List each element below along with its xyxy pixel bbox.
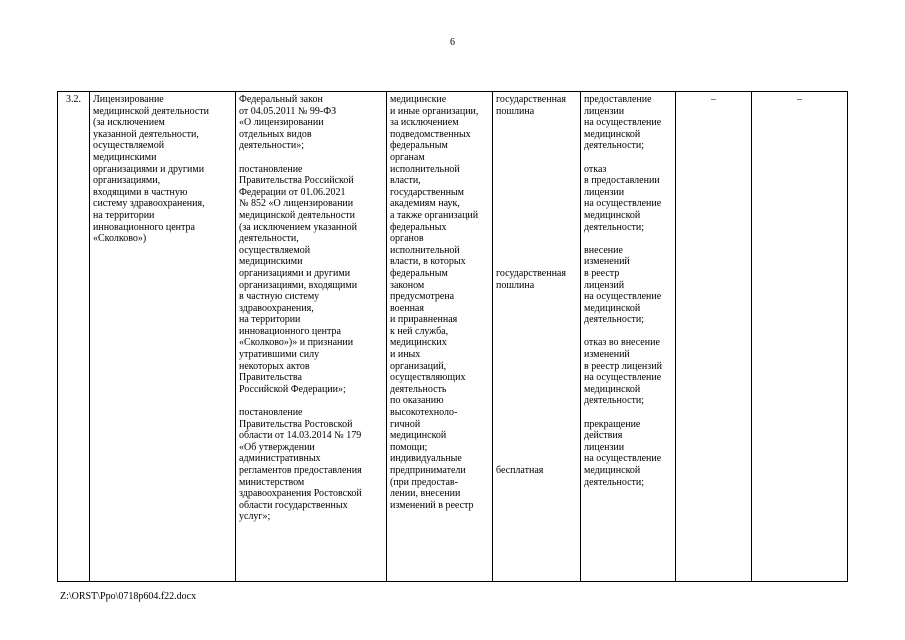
text-line: отдельных видов [239, 128, 312, 140]
text-line: организациями и другими [239, 267, 351, 279]
text-line: государственным [390, 186, 464, 198]
text-line: деятельности; [584, 314, 645, 326]
text-line: предусмотрена [390, 291, 455, 303]
text-line: области от 14.03.2014 № 179 [239, 430, 362, 442]
text-line: осуществляющих [390, 372, 466, 384]
service-name [93, 94, 232, 245]
paragraph-gap [496, 384, 577, 396]
text-line: утратившими силу [239, 349, 320, 361]
text-line: и иных [390, 349, 421, 361]
text-line: организациями и другими [93, 163, 205, 175]
text-line: органов [390, 233, 424, 245]
text-line: изменений [584, 349, 630, 361]
text-line: академиям наук, [390, 198, 460, 210]
text-line: внесение [584, 244, 623, 256]
paragraph-gap [496, 430, 577, 442]
text-line: входящими в частную [93, 186, 188, 198]
text-line: пошлина [496, 105, 535, 117]
text-line: действия [584, 430, 623, 442]
text-line: министерством [239, 476, 305, 488]
paragraph-gap [239, 395, 383, 407]
text-line: отказ во внесение [584, 337, 660, 349]
text-line: в реестр [584, 267, 620, 279]
paragraph-gap [496, 419, 577, 431]
text-line: «Об утверждении [239, 441, 315, 453]
page-number: 6 [450, 37, 455, 48]
table-row [58, 92, 848, 582]
paragraph-gap [496, 140, 577, 152]
legal-basis-cell [236, 92, 387, 582]
text-line: осуществляемой [239, 244, 311, 256]
col-9-value: – [797, 94, 802, 105]
text-line: области государственных [239, 499, 348, 511]
text-line: медицинской деятельности [93, 105, 210, 117]
text-line: медицинских [390, 337, 447, 349]
paragraph-gap [496, 245, 577, 257]
paragraph-gap [496, 256, 577, 268]
text-line: здравоохранения Ростовской [239, 488, 362, 500]
text-line: к ней служба, [390, 325, 449, 337]
paragraph-gap [496, 198, 577, 210]
text-line: лицензии [584, 186, 625, 198]
text-line: медицинской деятельности [239, 209, 356, 221]
row-number-cell [58, 92, 90, 582]
col-8-value: – [711, 94, 716, 105]
text-line: в реестр лицензий [584, 360, 662, 372]
text-line: «Сколково»)» и признании [239, 337, 354, 349]
text-line: Федеральный закон [239, 94, 323, 105]
text-line: организаций, [390, 360, 447, 372]
legal-basis [239, 94, 383, 523]
paragraph-gap [584, 233, 672, 245]
text-line: (за исключением [93, 117, 165, 129]
text-line: медицинской [584, 383, 641, 395]
text-line: Российской Федерации»; [239, 383, 346, 395]
col-8-cell [676, 92, 752, 582]
text-line: федеральным [390, 140, 448, 152]
text-line: бесплатная [496, 465, 544, 476]
payment-cell [493, 92, 581, 582]
text-line: медицинской [584, 465, 641, 476]
text-line: гичной [390, 418, 421, 430]
text-line: инновационного центра [239, 325, 341, 337]
paragraph-gap [496, 361, 577, 373]
text-line: на осуществление [584, 291, 662, 303]
text-line: и приравненная [390, 314, 458, 326]
text-line: пошлина [496, 279, 535, 291]
text-line: «О лицензировании [239, 117, 324, 129]
text-line: лицензии [584, 105, 625, 117]
text-line: медицинской [390, 430, 447, 442]
text-line: медицинской [584, 128, 641, 140]
text-line: медицинской [584, 302, 641, 314]
payment [496, 94, 577, 477]
text-line: в предоставлении [584, 175, 660, 187]
text-line: на осуществление [584, 453, 662, 465]
text-line: прекращение [584, 418, 641, 430]
text-line: (за исключением указанной [239, 221, 357, 233]
paragraph-gap [496, 407, 577, 419]
text-line: изменений [584, 256, 630, 268]
text-line: медицинскими [93, 151, 157, 163]
paragraph-gap [496, 453, 577, 465]
paragraph-gap [496, 152, 577, 164]
paragraph-gap [239, 152, 383, 164]
paragraph-gap [496, 291, 577, 303]
text-line: исполнительной [390, 163, 460, 175]
results [584, 94, 672, 488]
text-line: государственная [496, 94, 566, 105]
text-line: деятельность [390, 383, 447, 395]
text-line: постановление [239, 163, 303, 175]
text-line: власти, [390, 175, 421, 187]
text-line: административных [239, 453, 321, 465]
text-line: военная [390, 302, 424, 314]
paragraph-gap [584, 152, 672, 164]
service-name-cell [90, 92, 236, 582]
text-line: медицинские [390, 94, 447, 105]
row-number: 3.2. [66, 94, 81, 105]
text-line: на осуществление [584, 198, 662, 210]
text-line: и иные организации, [390, 105, 479, 117]
text-line: Лицензирование [93, 94, 164, 105]
text-line: государственная [496, 267, 566, 279]
text-line: власти, в которых [390, 256, 466, 268]
text-line: высокотехноло- [390, 407, 458, 419]
paragraph-gap [496, 233, 577, 245]
paragraph-gap [496, 187, 577, 199]
paragraph-gap [496, 372, 577, 384]
text-line: по оказанию [390, 395, 444, 407]
text-line: № 852 «О лицензировании [239, 198, 354, 210]
text-line: деятельности»; [239, 140, 305, 152]
text-line: некоторых актов [239, 360, 310, 372]
paragraph-gap [496, 117, 577, 129]
text-line: лицензий [584, 279, 625, 291]
services-table [57, 91, 848, 582]
text-line: деятельности; [584, 140, 645, 152]
text-line: медицинскими [239, 256, 303, 268]
paragraph-gap [584, 326, 672, 338]
text-line: регламентов предоставления [239, 465, 362, 476]
paragraph-gap [496, 349, 577, 361]
text-line: Правительства [239, 372, 302, 384]
text-line: на осуществление [584, 372, 662, 384]
paragraph-gap [496, 164, 577, 176]
text-line: изменений в реестр [390, 499, 474, 511]
text-line: федеральных [390, 221, 447, 233]
paragraph-gap [496, 442, 577, 454]
text-line: индивидуальные [390, 453, 462, 465]
applicants [390, 94, 489, 511]
text-line: деятельности; [584, 395, 645, 407]
text-line: деятельности; [584, 476, 645, 488]
applicants-cell [387, 92, 493, 582]
text-line: лении, внесении [390, 488, 461, 500]
results-cell [581, 92, 676, 582]
text-line: указанной деятельности, [93, 128, 199, 140]
text-line: отказ [584, 163, 607, 175]
text-line: Федерации от 01.06.2021 [239, 186, 346, 198]
paragraph-gap [496, 222, 577, 234]
paragraph-gap [496, 303, 577, 315]
paragraph-gap [584, 407, 672, 419]
paragraph-gap [496, 210, 577, 222]
paragraph-gap [496, 337, 577, 349]
text-line: подведомственных [390, 128, 471, 140]
text-line: деятельности; [584, 221, 645, 233]
col-9-cell [752, 92, 848, 582]
text-line: а также организаций [390, 209, 479, 221]
text-line: медицинской [584, 209, 641, 221]
text-line: за исключением [390, 117, 459, 129]
text-line: законом [390, 279, 425, 291]
text-line: «Сколково») [93, 233, 147, 245]
text-line: исполнительной [390, 244, 460, 256]
text-line: в частную систему [239, 291, 320, 303]
text-line: федеральным [390, 267, 448, 279]
text-line: помощи; [390, 441, 428, 453]
paragraph-gap [496, 395, 577, 407]
text-line: Правительства Российской [239, 175, 354, 187]
text-line: предприниматели [390, 465, 466, 476]
text-line: постановление [239, 407, 303, 419]
text-line: организациями, [93, 175, 161, 187]
text-line: Правительства Ростовской [239, 418, 353, 430]
footer-file-path: Z:\ORST\Ppo\0718p604.f22.docx [60, 591, 197, 602]
paragraph-gap [496, 129, 577, 141]
text-line: организациями, входящими [239, 279, 358, 291]
text-line: органам [390, 151, 425, 163]
text-line: осуществляемой [93, 140, 165, 152]
text-line: на территории [239, 314, 301, 326]
text-line: предоставление [584, 94, 652, 105]
paragraph-gap [496, 326, 577, 338]
text-line: здравоохранения, [239, 302, 314, 314]
text-line: от 04.05.2011 № 99-ФЗ [239, 105, 337, 117]
text-line: (при предостав- [390, 476, 458, 488]
text-line: систему здравоохранения, [93, 198, 205, 210]
text-line: инновационного центра [93, 221, 195, 233]
text-line: лицензии [584, 441, 625, 453]
paragraph-gap [496, 314, 577, 326]
text-line: на территории [93, 209, 155, 221]
text-line: деятельности, [239, 233, 299, 245]
text-line: услуг»; [239, 511, 271, 523]
paragraph-gap [496, 175, 577, 187]
text-line: на осуществление [584, 117, 662, 129]
